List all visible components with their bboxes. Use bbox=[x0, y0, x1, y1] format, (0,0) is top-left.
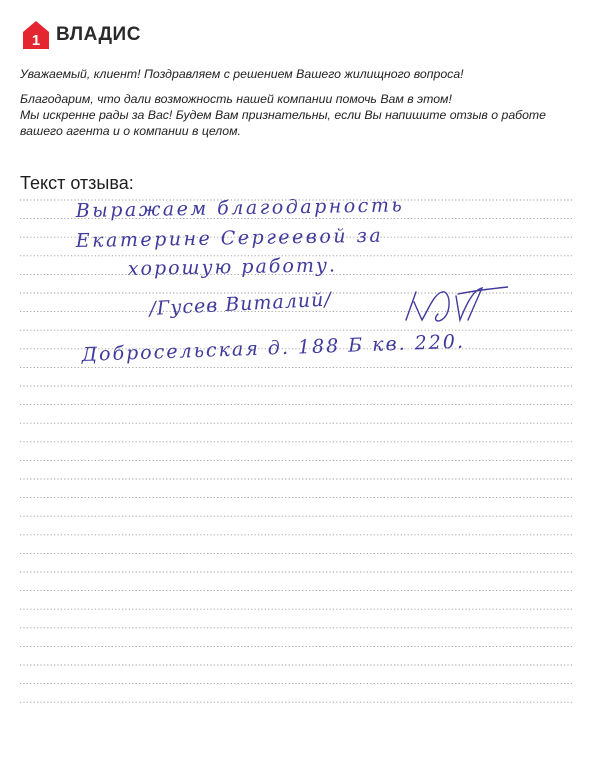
handwritten-line-3: хорошую работу. bbox=[127, 254, 338, 280]
handwritten-name: /Гусев Виталий/ bbox=[148, 288, 333, 320]
greeting-text: Уважаемый, клиент! Поздравляем с решением Вашего жилищного вопроса! bbox=[20, 67, 464, 81]
handwritten-address: Добросельская д. 188 Б кв. 220. bbox=[81, 330, 466, 366]
thanks-line-2: Мы искренне рады за Вас! Будем Вам признательны, если Вы напишите отзыв о работе bbox=[20, 108, 547, 122]
logo-digit: 1 bbox=[31, 32, 41, 49]
handwritten-line-1: Выражаем благодарность bbox=[75, 194, 405, 222]
signature bbox=[398, 280, 508, 330]
thanks-line-3: вашего агента и о компании в целом. bbox=[20, 124, 241, 138]
brand-name: ВЛАДИС bbox=[56, 24, 141, 45]
handwritten-line-2: Екатерине Сергеевой за bbox=[75, 224, 384, 252]
review-title: Текст отзыва: bbox=[20, 173, 134, 193]
thanks-line-1: Благодарим, что дали возможность нашей компании помочь Вам в этом! bbox=[20, 92, 452, 106]
